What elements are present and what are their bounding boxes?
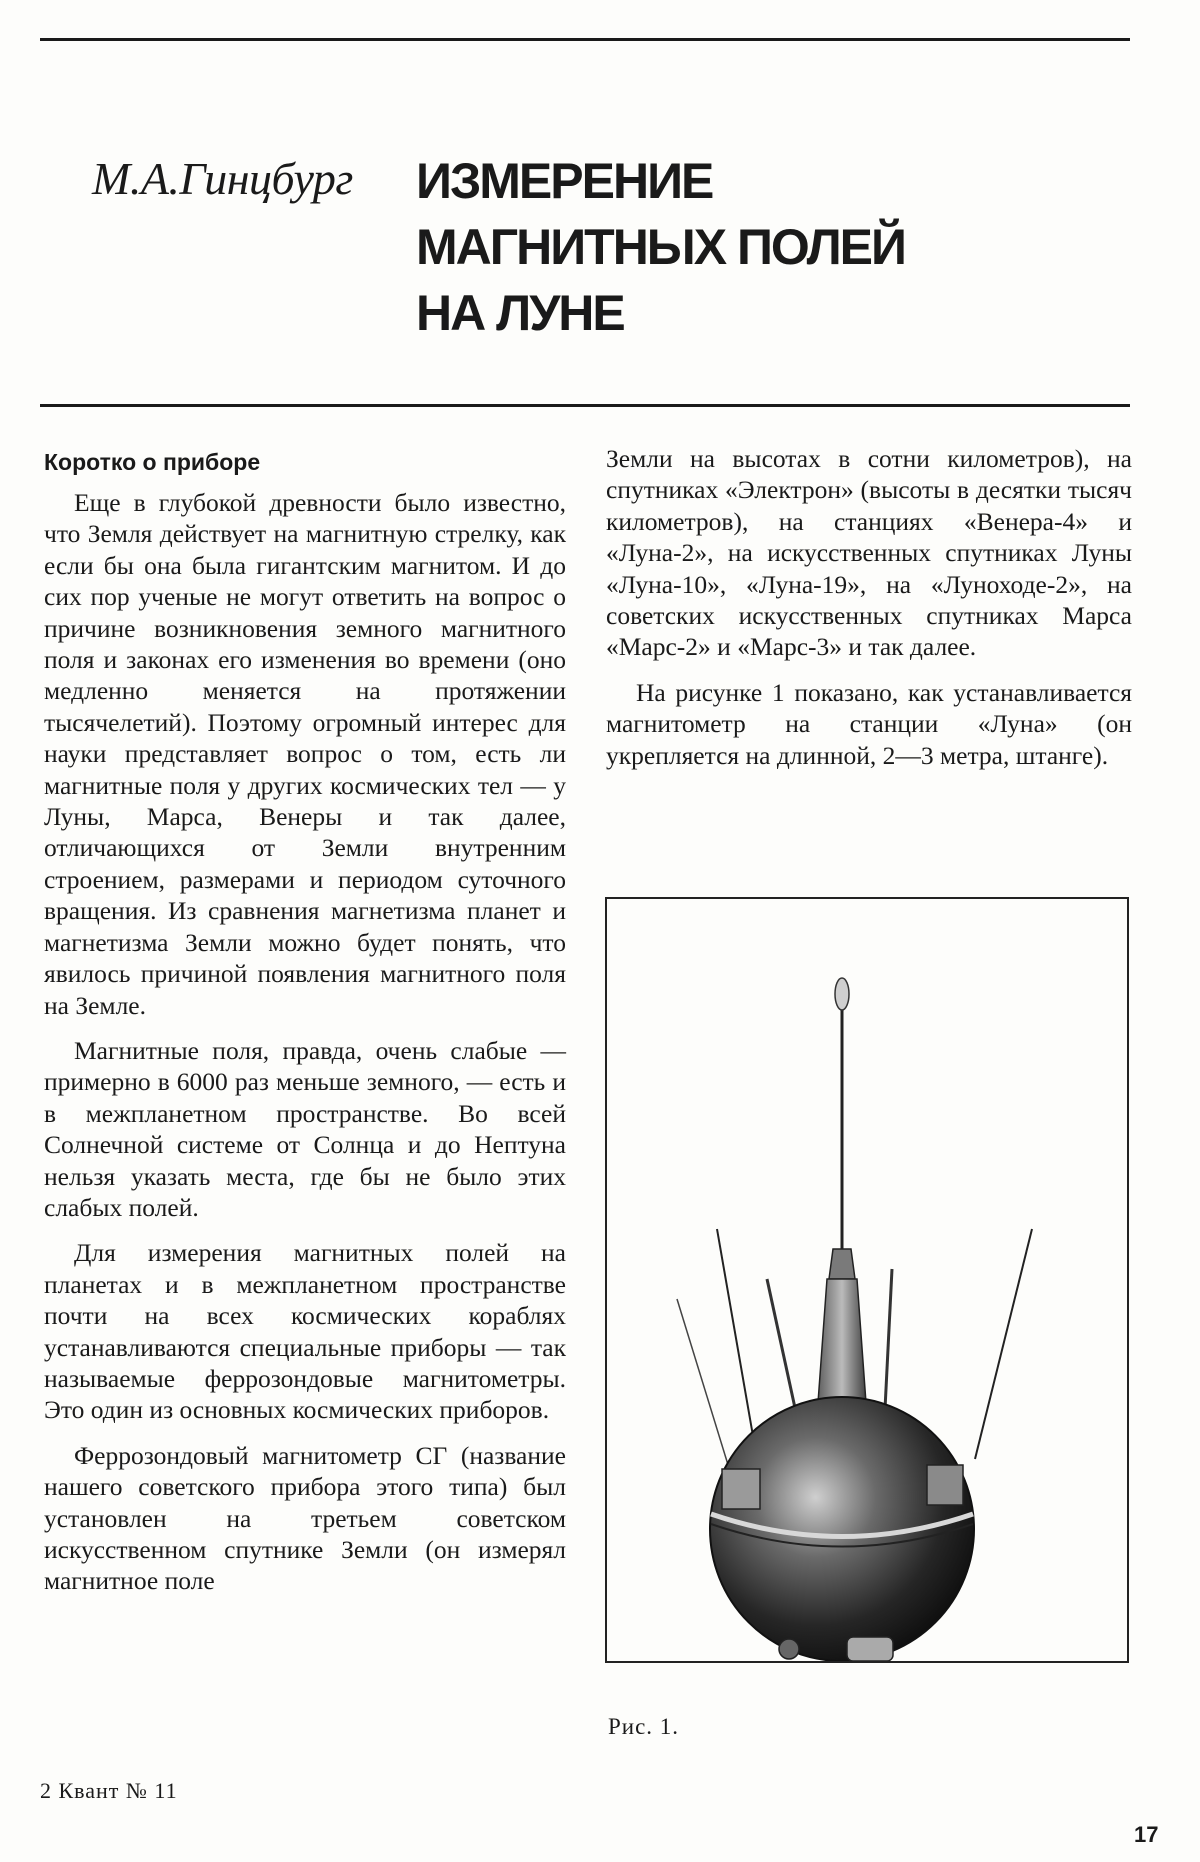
top-rule <box>40 38 1130 41</box>
title-line-1: ИЗМЕРЕНИЕ <box>416 153 713 209</box>
title-line-3: НА ЛУНЕ <box>416 285 624 341</box>
paragraph: Феррозондовый магнитометр СГ (название нашего советского прибора этого типа) был установлен на третьем советском искусственном спутнике Земли (он измерял магнитное поле <box>44 1440 566 1596</box>
figure-luna-probe <box>605 897 1129 1663</box>
author-name: М.А.Гинцбург <box>92 153 353 204</box>
paragraph: Еще в глубокой древности было известно, что Земля действует на магнитную стрелку, как если бы она была гигантским магнитом. И до сих пор ученые не могут ответить на вопрос о причине возникновения земного магнитного поля и законах его изменения во времени (оно медленно меняется на протяжении тысячелетий). Поэтому огромный интерес для науки представляет вопрос о том, есть ли магнитные поля у других космических тел — у Луны, Марса, Венеры и так далее, отличающихся от Земли внутренним строением, размерами и периодом суточного вращения. Из сравнения магнетизма планет и магнетизма Земли можно будет понять, что явилось причиной появления магнитного поля на Земле. <box>44 488 566 1020</box>
article-title <box>416 148 1116 346</box>
section-rule <box>40 404 1130 407</box>
footer-signature: 2 Квант № 11 <box>40 1778 178 1803</box>
paragraph: Магнитные поля, правда, очень слабые — примерно в 6000 раз меньше земного, — есть и в межпланетном пространстве. Во всей Солнечной системе от Солнца и до Нептуна нельзя указать места, где бы не было этих слабых полей. <box>44 1035 566 1222</box>
left-column <box>44 443 566 1611</box>
section-heading: Коротко о приборе <box>44 449 261 475</box>
title-line-2: МАГНИТНЫХ ПОЛЕЙ <box>416 219 905 275</box>
page-number: 17 <box>1134 1822 1159 1847</box>
paragraph: Для измерения магнитных полей на планетах и в межпланетном пространстве почти на всех космических кораблях устанавливаются специальные приборы — так называемые феррозондовые магнитометры. Это один из основных космических приборов. <box>44 1238 566 1425</box>
luna-probe-illustration <box>607 899 1127 1661</box>
figure-caption: Рис. 1. <box>608 1714 680 1739</box>
paragraph: Земли на высотах в сотни километров), на спутниках «Электрон» (высоты в десятки тысяч километров), на станциях «Венера-4» и «Луна-2», на искусственных спутниках Луны «Луна-10», «Луна-19», на «Луноходе-2», на советских искусственных спутниках Марса «Марс-2» и «Марс-3» и так далее. <box>606 444 1132 662</box>
right-column <box>606 443 1132 785</box>
paragraph: На рисунке 1 показано, как устанавливается магнитометр на станции «Луна» (он укрепляется на длинной, 2—3 метра, штанге). <box>606 677 1132 770</box>
